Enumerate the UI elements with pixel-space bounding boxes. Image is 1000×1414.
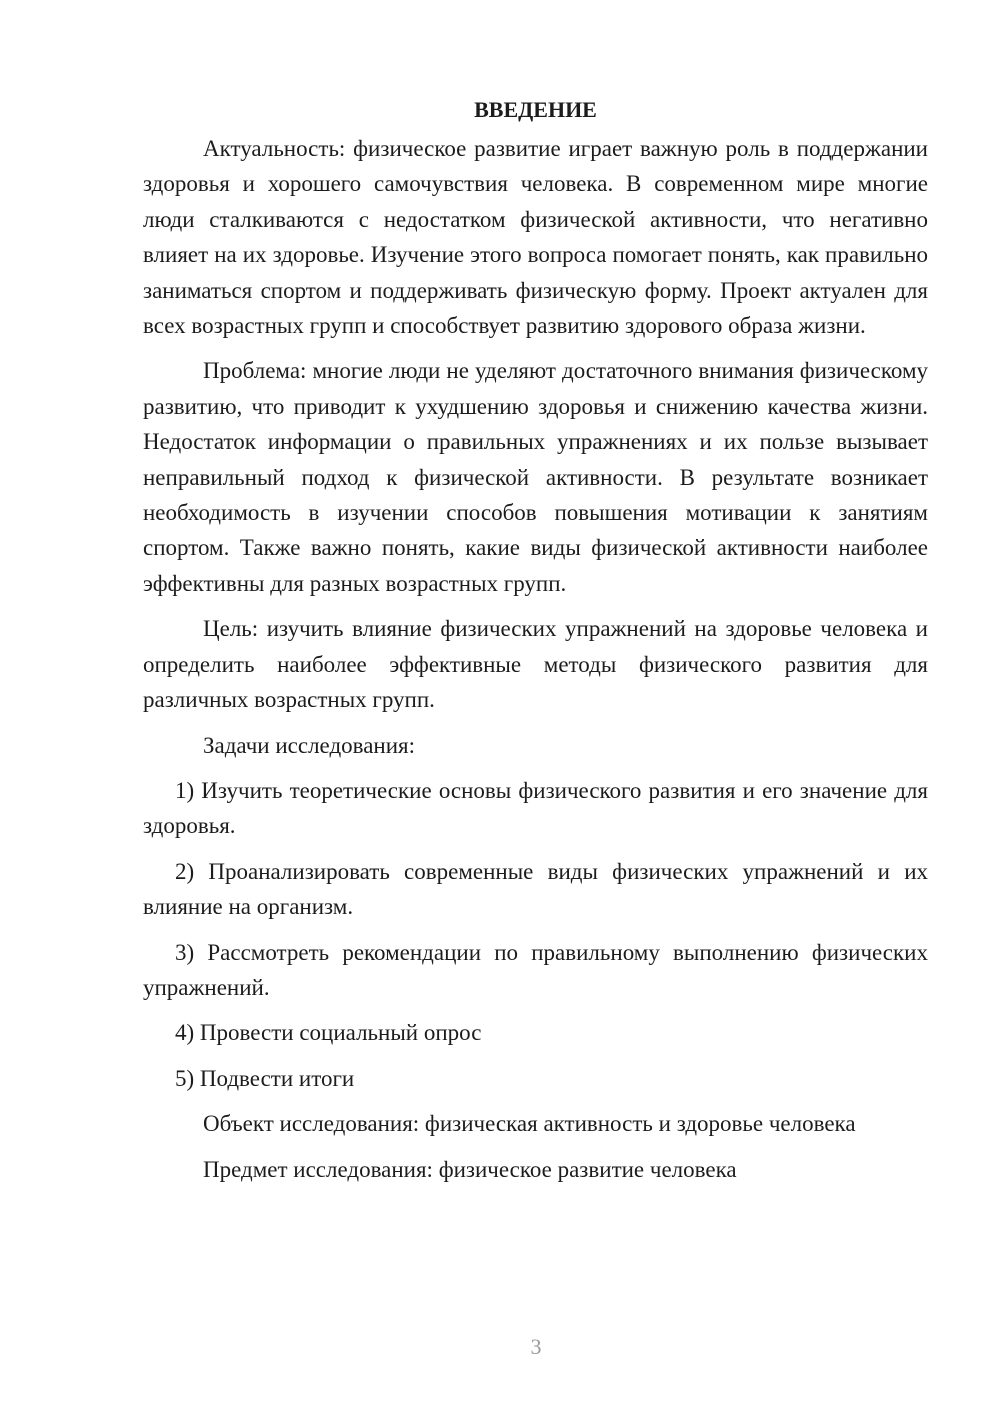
paragraph-relevance: Актуальность: физическое развитие играет важную роль в поддержании здоровья и хорошего самочувствия человека. В современном мире многие люди сталкиваются с недостатком физической активности, что негативно влияет на их здоровье. Изучение этого вопроса помогает понять, как правильно заниматься спортом и поддерживать физическую форму. Проект актуален для всех возрастных групп и способствует развитию здорового образа жизни.: [143, 136, 928, 339]
section-title: ВВЕДЕНИЕ: [474, 97, 597, 122]
task-item-4: 4) Провести социальный опрос: [175, 1020, 482, 1046]
task-item-1: 1) Изучить теоретические основы физического развития и его значение для здоровья.: [143, 777, 928, 839]
paragraph-goal: Цель: изучить влияние физических упражнений на здоровье человека и определить наиболее эффективные методы физического развития для различных возрастных групп.: [143, 616, 928, 713]
research-object: Объект исследования: физическая активность и здоровье человека: [203, 1111, 856, 1137]
document-page: [143, 95, 928, 1197]
task-item-2: 2) Проанализировать современные виды физических упражнений и их влияние на организм.: [143, 858, 928, 920]
task-item-3: 3) Рассмотреть рекомендации по правильному выполнению физических упражнений.: [143, 939, 928, 1000]
paragraph-problem: Проблема: многие люди не уделяют достаточного внимания физическому развитию, что приводит к ухудшению здоровья и снижению качества жизни. Недостаток информации о правильных упражнениях и их пользе вызывает неправильный подход к физической активности. В результате возникает необходимость в изучении способов повышения мотивации к занятиям спортом. Также важно понять, какие виды физической активности наиболее эффективны для разных возрастных групп.: [143, 358, 928, 596]
tasks-heading: Задачи исследования:: [203, 732, 416, 758]
task-item-5: 5) Подвести итоги: [175, 1065, 355, 1091]
page-number: 3: [530, 1334, 542, 1359]
research-subject: Предмет исследования: физическое развитие человека: [203, 1156, 737, 1182]
